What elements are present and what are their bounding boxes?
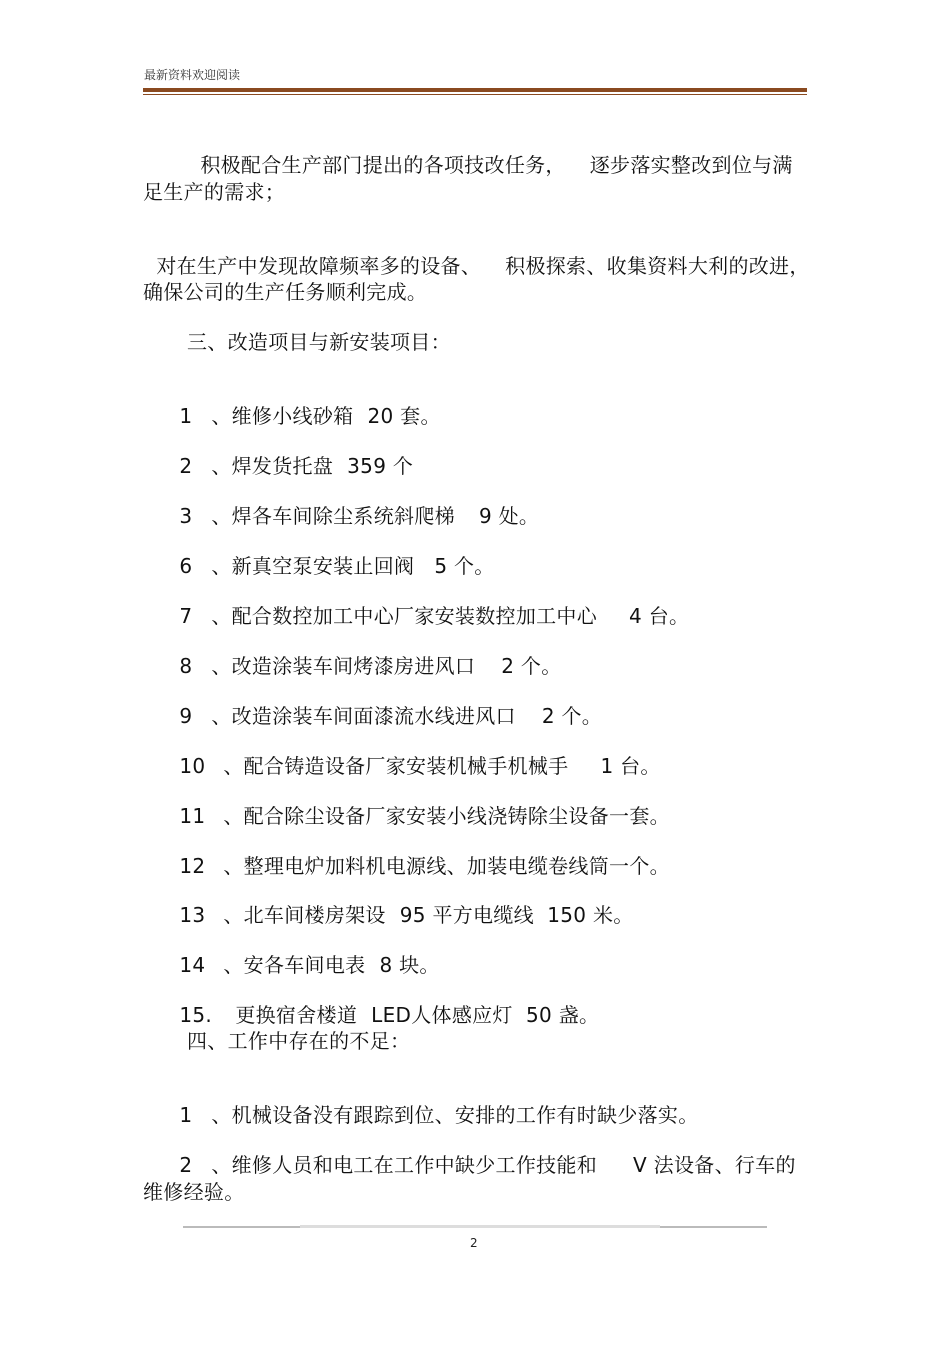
page-header-text: 最新资料欢迎阅读	[144, 68, 241, 82]
item-tail: 9 处。	[478, 504, 540, 528]
paragraph-text: 对在生产中发现故障频率多的设备、	[156, 254, 482, 278]
paragraph-line: 足生产的需求；	[143, 180, 286, 204]
item-tail: LED人体感应灯 50 盏。	[371, 1003, 600, 1027]
item-text: 、改造涂装车间面漆流水线进风口	[211, 704, 516, 728]
item-text: 、配合铸造设备厂家安装机械手机械手	[223, 754, 569, 778]
item-number: 11	[179, 804, 206, 828]
list-item	[166, 830, 670, 878]
footer-rule-highlight	[300, 1225, 660, 1228]
list-item	[166, 530, 495, 578]
item-number: 3	[179, 504, 193, 528]
item-text: 、配合除尘设备厂家安装小线浇铸除尘设备一套。	[223, 804, 670, 828]
item-tail: 359 个	[347, 454, 414, 478]
paragraph-line	[143, 230, 810, 278]
item-number: 1	[179, 1103, 193, 1127]
section-heading: 三、改造项目与新安装项目：	[187, 330, 451, 354]
item-number: 1	[179, 404, 193, 428]
item-tail: 20 套。	[367, 404, 441, 428]
item-tail: 8 块。	[379, 953, 440, 977]
item-text: 、维修小线砂箱	[211, 404, 354, 428]
item-number: 14	[179, 953, 206, 977]
item-number: 15.	[179, 1003, 213, 1027]
item-text: 、北车间楼房架设	[223, 903, 386, 927]
list-item	[166, 630, 562, 678]
list-item	[166, 430, 413, 478]
header-rule	[143, 88, 807, 92]
section-heading: 四、工作中存在的不足：	[187, 1029, 411, 1053]
item-tail: 1 台。	[600, 754, 661, 778]
paragraph-text: 积极配合生产部门提出的各项技改任务，	[200, 153, 566, 177]
item-number: 6	[179, 554, 193, 578]
paragraph-line	[187, 129, 793, 177]
item-tail: 5 个。	[434, 554, 495, 578]
list-item	[166, 879, 634, 927]
list-item	[166, 580, 689, 628]
page-number: 2	[470, 1236, 478, 1250]
paragraph-text: 逐步落实整改到位与满	[589, 153, 793, 177]
item-text: 、新真空泵安装止回阀	[211, 554, 415, 578]
paragraph-line: 维修经验。	[143, 1180, 245, 1204]
item-text: 、配合数控加工中心厂家安装数控加工中心	[211, 604, 598, 628]
item-text: 、改造涂装车间烤漆房进风口	[211, 654, 476, 678]
item-text: 、焊发货托盘	[211, 454, 334, 478]
item-text: 、整理电炉加料机电源线、加装电缆卷线筒一个。	[223, 854, 670, 878]
list-item	[166, 730, 661, 778]
list-item	[166, 929, 440, 977]
list-item	[166, 979, 599, 1027]
item-number: 13	[179, 903, 206, 927]
list-item	[166, 480, 539, 528]
item-number: 10	[179, 754, 206, 778]
item-text: 更换宿舍楼道	[235, 1003, 358, 1027]
item-number: 2	[179, 1153, 193, 1177]
item-number: 7	[179, 604, 193, 628]
item-tail: 2 个。	[501, 654, 562, 678]
header-rule-thin	[143, 94, 807, 95]
item-tail: 4 台。	[629, 604, 690, 628]
item-tail: V 法设备、行车的	[633, 1153, 796, 1177]
item-text: 、安各车间电表	[223, 953, 366, 977]
item-number: 2	[179, 454, 193, 478]
paragraph-line: 确保公司的生产任务顺利完成。	[143, 280, 428, 304]
item-number: 12	[179, 854, 206, 878]
list-item	[166, 780, 670, 828]
paragraph-text: 积极探索、收集资料大利的改进，	[505, 254, 810, 278]
item-text: 、维修人员和电工在工作中缺少工作技能和	[211, 1153, 598, 1177]
list-item	[166, 380, 441, 428]
item-number: 9	[179, 704, 193, 728]
item-text: 、机械设备没有跟踪到位、安排的工作有时缺少落实。	[211, 1103, 699, 1127]
list-item	[166, 1129, 796, 1177]
item-text: 、焊各车间除尘系统斜爬梯	[211, 504, 455, 528]
item-tail: 95 平方电缆线 150 米。	[399, 903, 634, 927]
list-item	[166, 680, 602, 728]
item-number: 8	[179, 654, 193, 678]
list-item	[166, 1079, 699, 1127]
item-tail: 2 个。	[541, 704, 603, 728]
